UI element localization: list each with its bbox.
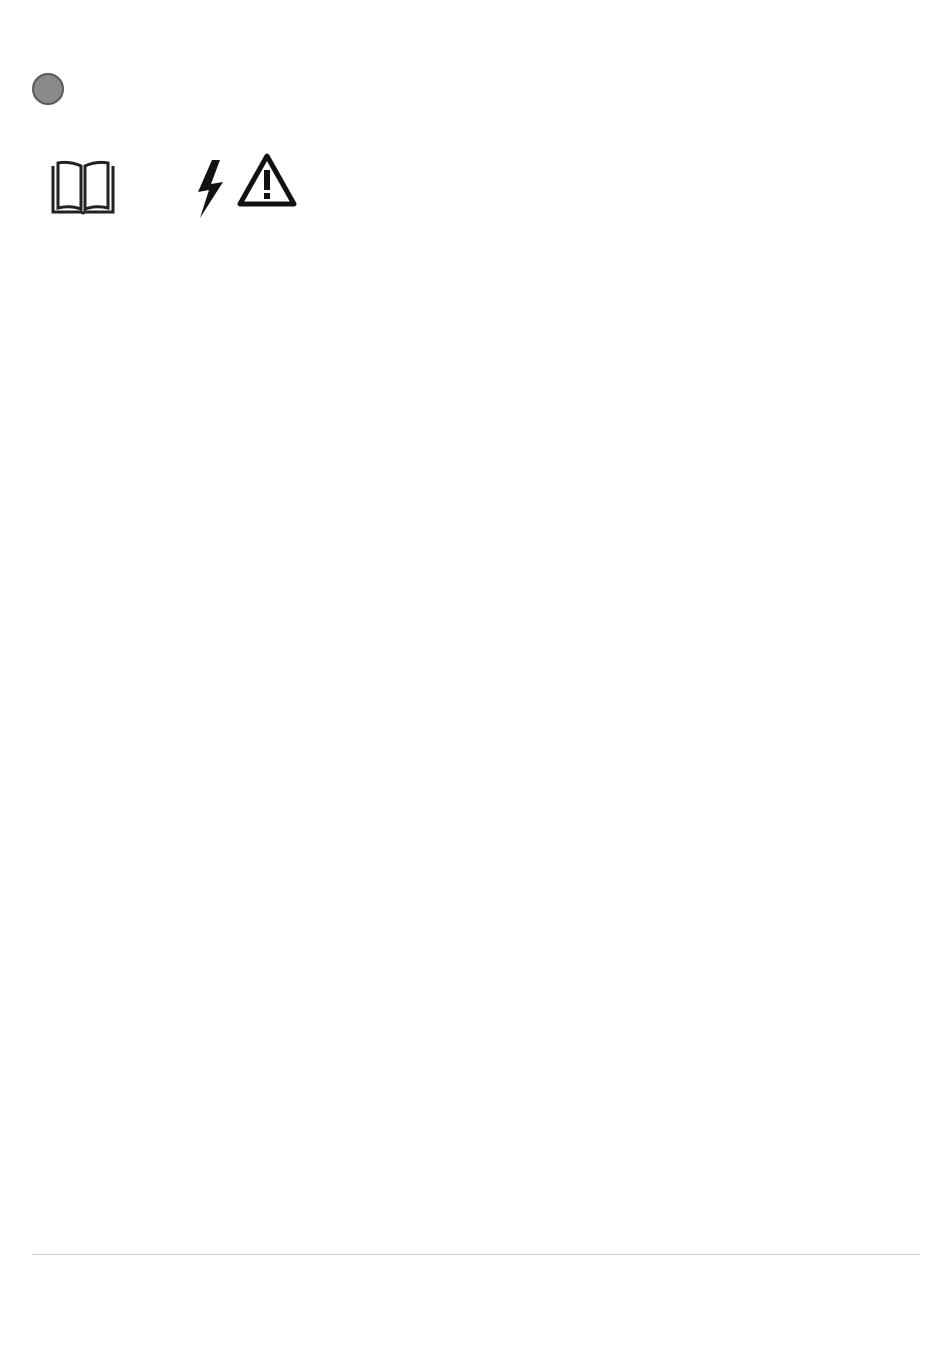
lightning-bolt-icon [192,158,228,220]
warning-header [372,124,900,126]
warnings-content [77,262,873,282]
manual-book-icon [50,160,116,216]
hayward-logo [32,72,68,106]
warning-triangle-icon [236,152,298,208]
bottom-divider [32,1254,920,1255]
hayward-h-mark-icon [32,73,64,105]
